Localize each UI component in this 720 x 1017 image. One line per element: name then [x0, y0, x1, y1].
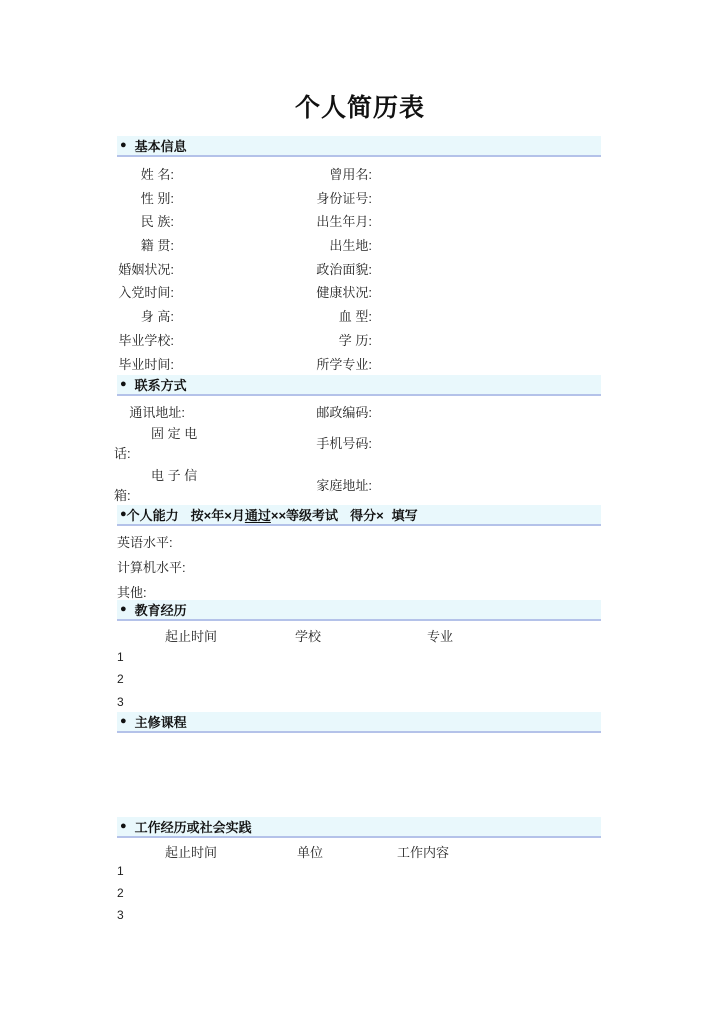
table-column-header: 工作内容 [397, 845, 450, 860]
section-title: 基本信息 [134, 139, 187, 154]
form-row [118, 278, 602, 301]
table-row-value-area[interactable] [131, 646, 602, 668]
field-label: 所学专业: [316, 357, 372, 372]
field-label: 毕业时间: [118, 357, 174, 372]
field-value-area[interactable] [207, 552, 601, 577]
field-value-area[interactable] [376, 398, 602, 421]
table-column-header: 起止时间 [165, 629, 218, 644]
field-label: 身 高: [140, 309, 174, 324]
form-row [118, 160, 602, 183]
section-note: ××等级考试 [270, 508, 339, 523]
field-label: 毕业学校: [118, 333, 174, 348]
field-value-area[interactable] [376, 160, 602, 183]
section-title: 联系方式 [134, 378, 187, 393]
section-header-work-experience [117, 817, 601, 838]
table-row [117, 668, 602, 690]
section-header-main-courses [117, 712, 601, 733]
field-value-area[interactable] [376, 350, 602, 373]
form-row [118, 255, 602, 278]
bullet-icon: ● [120, 139, 127, 151]
field-label: 话: [114, 446, 131, 461]
table-column-header: 专业 [427, 629, 454, 644]
section-note: 得分× [350, 508, 384, 523]
form-row [117, 552, 601, 577]
form-row [118, 207, 602, 230]
field-label: 籍 贯: [140, 238, 174, 253]
form-row [117, 527, 601, 552]
field-label: 性 别: [140, 191, 174, 206]
table-row-value-area[interactable] [131, 691, 602, 713]
field-value-area[interactable] [376, 420, 602, 463]
row-number: 1 [117, 650, 124, 664]
bullet-icon: ● [120, 603, 127, 615]
section-header-contact [117, 375, 601, 396]
table-header-row [118, 840, 602, 860]
table-column-header: 起止时间 [165, 845, 218, 860]
row-number: 2 [117, 886, 124, 900]
field-value-area[interactable] [376, 462, 602, 505]
field-value-area[interactable] [376, 326, 602, 349]
field-label: 邮政编码: [316, 405, 372, 420]
section-header-education [117, 600, 601, 621]
section-title: 工作经历或社会实践 [134, 820, 252, 835]
form-row [118, 184, 602, 207]
field-label: 学 历: [338, 333, 372, 348]
field-value-area[interactable] [376, 231, 602, 254]
field-label: 政治面貌: [316, 262, 372, 277]
field-label: 固 定 电 [151, 426, 198, 441]
field-value-area[interactable] [376, 255, 602, 278]
section-note: 填写 [391, 508, 418, 523]
field-label: 计算机水平: [117, 560, 186, 575]
field-label: 健康状况: [316, 285, 372, 300]
section-note-underlined: 通过 [244, 508, 271, 523]
section-header-personal-ability [117, 505, 601, 526]
table-row [117, 904, 602, 926]
field-label: 箱: [114, 488, 131, 503]
row-number: 1 [117, 864, 124, 878]
field-label: 家庭地址: [316, 478, 372, 493]
field-label: 手机号码: [316, 436, 372, 451]
table-row-value-area[interactable] [131, 904, 602, 926]
field-value-area[interactable] [376, 278, 602, 301]
field-value-area[interactable] [376, 184, 602, 207]
form-row [118, 302, 602, 325]
row-number: 3 [117, 695, 124, 709]
field-label: 其他: [117, 585, 147, 600]
section-header-basic-info [117, 136, 601, 157]
form-row [118, 398, 602, 421]
field-label: 入党时间: [118, 285, 174, 300]
bullet-icon: ● [120, 508, 127, 520]
page-title: 个人简历表 [294, 93, 425, 122]
table-column-header: 学校 [295, 629, 322, 644]
field-label: 出生地: [329, 238, 372, 253]
field-value-area[interactable] [376, 302, 602, 325]
bullet-icon: ● [120, 378, 127, 390]
section-title: 主修课程 [134, 715, 187, 730]
table-row [117, 882, 602, 904]
table-row-value-area[interactable] [131, 882, 602, 904]
field-value-area[interactable] [207, 527, 601, 552]
form-row [114, 462, 602, 505]
table-row [117, 646, 602, 668]
field-label: 通讯地址: [129, 405, 185, 420]
bullet-icon: ● [120, 715, 127, 727]
field-label: 血 型: [338, 309, 372, 324]
form-row [114, 420, 602, 463]
form-row [118, 231, 602, 254]
table-column-header: 单位 [297, 845, 324, 860]
field-label: 姓 名: [140, 167, 174, 182]
bullet-icon: ● [120, 820, 127, 832]
field-label: 出生年月: [316, 214, 372, 229]
field-label: 曾用名: [329, 167, 372, 182]
form-row [117, 577, 601, 602]
table-row [117, 691, 602, 713]
table-row-value-area[interactable] [131, 668, 602, 690]
field-label: 身份证号: [316, 191, 372, 206]
row-number: 3 [117, 908, 124, 922]
field-label: 婚姻状况: [118, 262, 174, 277]
table-row [117, 860, 602, 882]
section-note: 按×年×月 [190, 508, 245, 523]
section-title: 教育经历 [134, 603, 187, 618]
form-row [118, 326, 602, 349]
row-number: 2 [117, 672, 124, 686]
field-label: 民 族: [140, 214, 174, 229]
field-value-area[interactable] [376, 207, 602, 230]
field-label: 英语水平: [117, 535, 173, 550]
table-header-row [118, 624, 602, 644]
section-title: 个人能力 [126, 508, 179, 523]
field-value-area[interactable] [207, 577, 601, 602]
field-label: 电 子 信 [151, 468, 198, 483]
courses-value-area[interactable] [117, 735, 601, 817]
table-row-value-area[interactable] [131, 860, 602, 882]
form-row [118, 350, 602, 373]
